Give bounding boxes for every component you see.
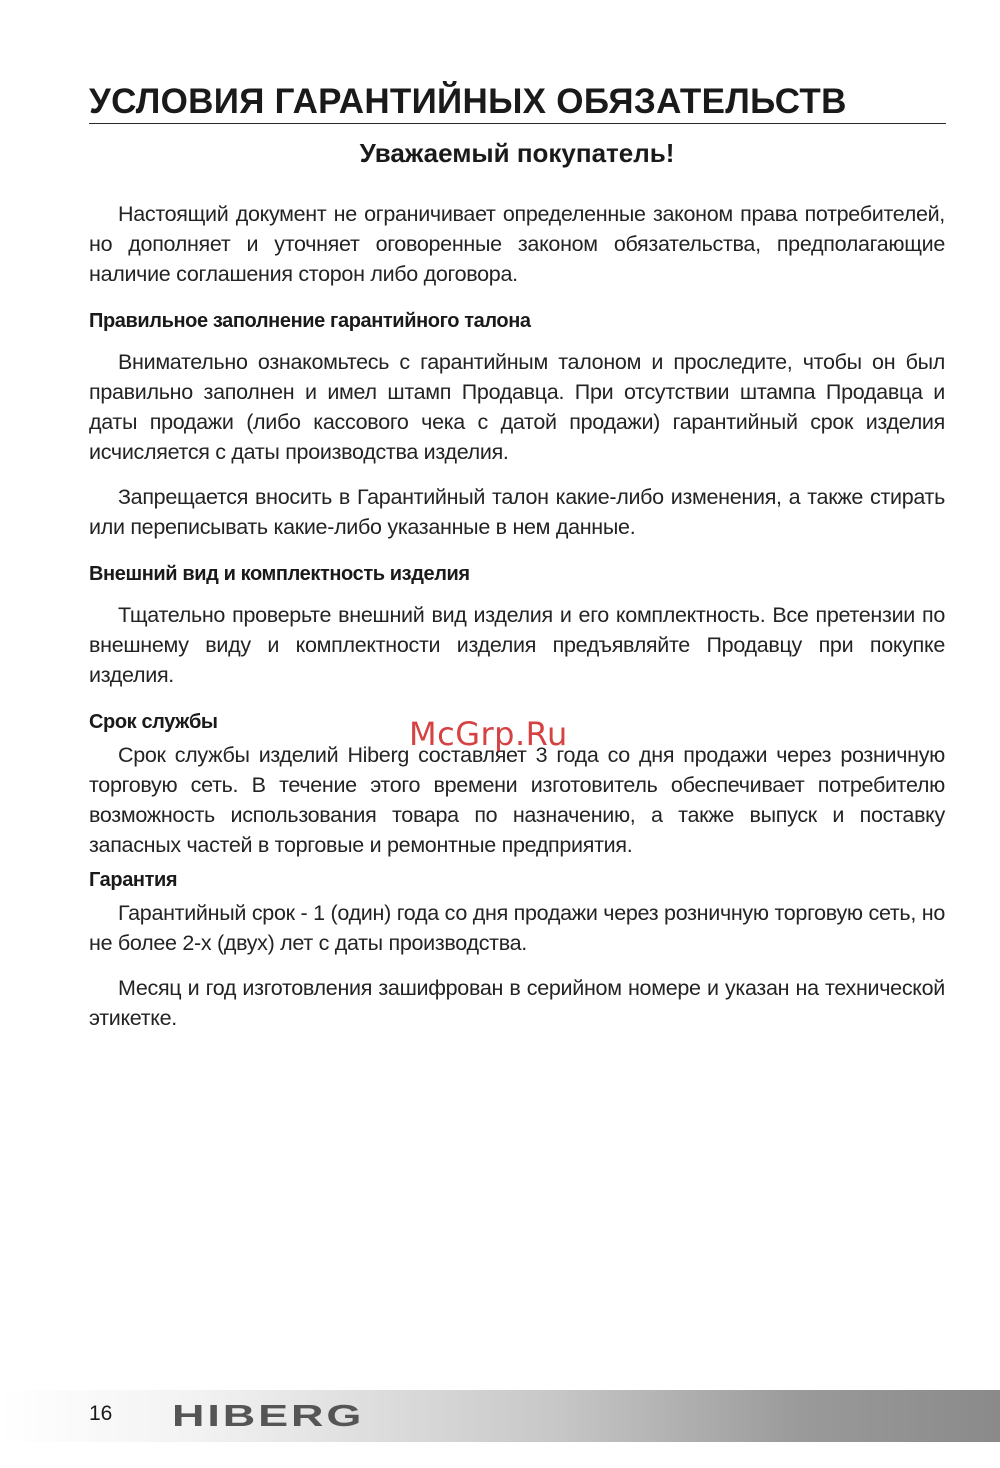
section-paragraph: Гарантийный срок - 1 (один) года со дня продажи через розничную торговую сеть, но не более 2-х (двух) лет с даты производства. (89, 901, 945, 955)
section-paragraph: Месяц и год изготовления зашифрован в серийном номере и указан на технической этикетке. (89, 976, 945, 1030)
page-title: УСЛОВИЯ ГАРАНТИЙНЫХ ОБЯЗАТЕЛЬСТВ (89, 82, 847, 121)
brand-logo: HIBERG (172, 1398, 365, 1433)
section-heading-warranty-card: Правильное заполнение гарантийного талона (89, 310, 531, 332)
section-paragraph: Срок службы изделий Hiberg составляет 3 года со дня продажи через розничную торговую сеть. В течение этого времени изготовитель обеспечивает потребителю возможность использования товара по назначению, а также выпуск и поставку запасных частей в торговые и ремонтные предприятия. (89, 743, 945, 857)
section-heading-warranty: Гарантия (89, 869, 178, 891)
section-paragraph: Внимательно ознакомьтесь с гарантийным талоном и проследите, чтобы он был правильно заполнен и имел штамп Продавца. При отсутствии штампа Продавца и даты продажи (либо кассового чека с датой продажи) гарантийный срок изделия исчисляется с даты производства изделия. (89, 350, 945, 464)
section-heading-service-life: Срок службы (89, 711, 218, 733)
watermark: McGrp.Ru (409, 715, 568, 753)
document-body (89, 199, 945, 1033)
section-heading-appearance: Внешний вид и комплектность изделия (89, 563, 470, 585)
footer-band (0, 1390, 1000, 1442)
title-divider (89, 123, 946, 124)
greeting: Уважаемый покупатель! (359, 138, 675, 168)
intro-paragraph: Настоящий документ не ограничивает определенные законом права потребителей, но дополняет и уточняет оговоренные законом обязательства, предполагающие наличие соглашения сторон либо договора. (89, 202, 945, 286)
page-number: 16 (89, 1402, 113, 1425)
section-paragraph: Тщательно проверьте внешний вид изделия и его комплектность. Все претензии по внешнему виду и комплектности изделия предъявляйте Продавцу при покупке изделия. (89, 603, 945, 687)
section-paragraph: Запрещается вносить в Гарантийный талон какие-либо изменения, а также стирать или переписывать какие-либо указанные в нем данные. (89, 485, 945, 539)
